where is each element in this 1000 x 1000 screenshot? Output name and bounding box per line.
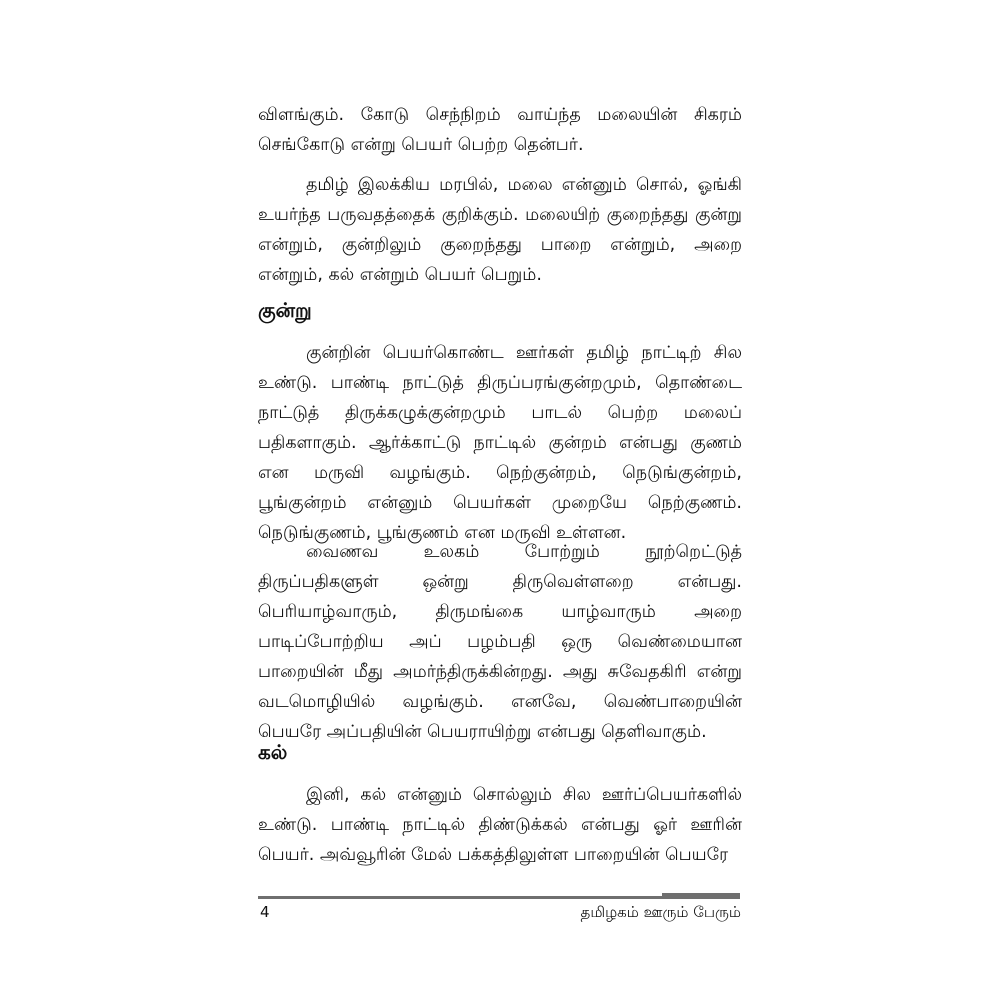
section-heading-kunru: குன்று [258, 298, 312, 322]
paragraph-thiruvellarai: வைணவ உலகம் போற்றும் நூற்றெட்டுத் திருப்பதிகளுள் ஒன்று திருவெள்ளறை என்பது. பெரியாழ்வாரும், திருமங்கை யாழ்வாரும் அறை பாடிப்போற்றிய அப் பழம்பதி ஒரு வெண்மையான பாறையின் மீது அமர்ந்திருக்கின்றது. அது சுவேதகிரி என்று வடமொழியில் வழங்கும். எனவே, வெண்பாறையின் பெயரே அப்பதியின் பெயராயிற்று என்பது தெளிவாகும். [258, 542, 742, 742]
paragraph-kunru-places: குன்றின் பெயர்கொண்ட ஊர்கள் தமிழ் நாட்டிற் சில உண்டு. பாண்டி நாட்டுத் திருப்பரங்குன்றமும், தொண்டை நாட்டுத் திருக்கழுக்குன்றமும் பாடல் பெற்ற மலைப் பதிகளாகும். ஆர்க்காட்டு நாட்டில் குன்றம் என்பது குணம் என மருவி வழங்கும். நெற்குன்றம், நெடுங்குன்றம், பூங்குன்றம் என்னும் பெயர்கள் முறையே நெற்குணம். நெடுங்குணம், பூங்குணம் என மருவி உள்ளன. [258, 343, 742, 543]
paragraph-1-block [258, 100, 742, 160]
paragraph-continuation: விளங்கும். கோடு செந்நிறம் வாய்ந்த மலையின் சிகரம் செங்கோடு என்று பெயர் பெற்ற தென்பர். [258, 105, 742, 155]
heading-kunru-block [258, 296, 742, 324]
paragraph-malai-tradition: தமிழ் இலக்கிய மரபில், மலை என்னும் சொல், ஓங்கி உயர்ந்த பருவதத்தைக் குறிக்கும். மலையிற் குறைந்தது குன்று என்றும், குன்றிலும் குறைந்தது பாறை என்றும், அறை என்றும், கல் என்றும் பெயர் பெறும். [258, 175, 742, 285]
paragraph-3-block [258, 338, 742, 548]
running-title: தமிழகம் ஊரும் பேரும் [580, 903, 741, 921]
heading-kal-block [258, 738, 742, 766]
section-heading-kal: கல் [258, 740, 288, 764]
paragraph-kal-places: இனி, கல் என்னும் சொல்லும் சில ஊர்ப்பெயர்களில் உண்டு. பாண்டி நாட்டில் திண்டுக்கல் என்பது ஓர் ஊரின் பெயர். அவ்வூரின் மேல் பக்கத்திலுள்ள பாறையின் பெயரே [258, 785, 742, 865]
footer-rule-tab [662, 893, 740, 899]
paragraph-5-block [258, 780, 742, 870]
page-number: 4 [260, 903, 270, 921]
paragraph-2-block [258, 170, 742, 290]
paragraph-4-block [258, 537, 742, 747]
